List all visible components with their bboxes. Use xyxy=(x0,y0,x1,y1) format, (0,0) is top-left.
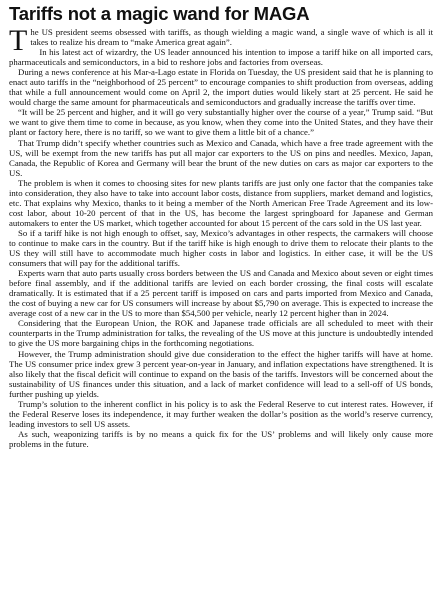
paragraph-5: That Trump didn’t specify whether countries such as Mexico and Canada, which have a free trade agreement with the US, will be exempt from the new tariffs has put all major car exporters to the US on pins and needles. Mexico, Japan, Canada, the Republic of Korea and Germany will bear the brunt of the new duties on cars as major car exporters to the US. xyxy=(9,137,433,178)
paragraph-1-text: he US president seems obsessed with tariffs, as though wielding a magic wand, a single wave of which is all it takes to realize his dream to “make America great again”. xyxy=(30,27,433,48)
headline: Tariffs not a magic wand for MAGA xyxy=(9,3,310,24)
paragraph-4: “It will be 25 percent and higher, and it will go very substantially higher over the course of a year,” Trump said. “But we want to give them time to come in because, as you know, when they come into the United States, and they have their plant or factory here, there is no tariff, so we want to give them a little bit of a chance.” xyxy=(9,107,433,138)
paragraph-12: As such, weaponizing tariffs is by no means a quick fix for the US’ problems and will likely only cause more problems in the future. xyxy=(9,428,433,449)
paragraph-3: During a news conference at his Mar-a-Lago estate in Florida on Tuesday, the US president said that he is planning to enact auto tariffs in the “neighborhood of 25 percent” to encourage companies to shift production from overseas, adding that while a full announcement would come on April 2, the import duties would likely start at 25 percent. He said he would charge the same amount for pharmaceuticals and semiconductors and gradually increase the tariffs over time. xyxy=(9,67,433,108)
article-body xyxy=(9,24,433,449)
paragraph-1 xyxy=(9,24,433,57)
paragraph-6: The problem is when it comes to choosing sites for new plants tariffs are just only one factor that the companies take into consideration, they also have to take into account labor costs, distance from suppliers, market demand and logistics, etc. That explains why Mexico, thanks to it being a member of the North American Free Trade Agreement and its low-cost labor, about 10-20 percent of that in the US, has become the largest springboard for Japanese and German automakers to enter the US market, which together accounted for about 15 percent of the cars sold in the US last year. xyxy=(9,177,433,228)
paragraph-2: In his latest act of wizardry, the US leader announced his intention to impose a tariff hike on all imported cars, pharmaceuticals and semiconductors, in a bid to reshore jobs and factories from overseas. xyxy=(9,47,433,68)
paragraph-10: However, the Trump administration should give due consideration to the effect the higher tariffs will have at home. The US consumer price index grew 3 percent year-on-year in January, and inflation expectations have strengthened. It is also likely that the fiscal deficit will continue to expand on the basis of the tariffs. Investors will be concerned about the sustainability of US finances under this situation, and a lack of market confidence will lead to a sell-off of US bonds, further pushing up yields. xyxy=(9,348,433,399)
drop-cap: T xyxy=(9,24,28,57)
paragraph-7: So if a tariff hike is not high enough to offset, say, Mexico’s advantages in other respects, the carmakers will choose to continue to make cars in the country. But if the tariff hike is high enough to drive them to relocate their plants to the US they will still have to accommodate much higher costs in labor and logistics. In either case, it will be the US consumers that will pay for the additional tariffs. xyxy=(9,227,433,269)
paragraph-11: Trump’s solution to the inherent conflict in his policy is to ask the Federal Reserve to cut interest rates. However, if the Federal Reserve loses its independence, it may further weaken the dollar’s position as the world’s reserve currency, leading investors to sell US assets. xyxy=(9,398,433,429)
paragraph-9: Considering that the European Union, the ROK and Japanese trade officials are all scheduled to meet with their counterparts in the Trump administration for talks, the revealing of the US move at this juncture is undoubtedly intended to give the US more bargaining chips in the forthcoming negotiations. xyxy=(9,318,433,349)
paragraph-8: Experts warn that auto parts usually cross borders between the US and Canada and Mexico about seven or eight times before final assembly, and if the additional tariffs are levied on each border crossing, the final costs will escalate dramatically. It is estimated that if a 25 percent tariff is imposed on cars and parts imported from Mexico and Canada, the cost of buying a new car for US consumers will increase by about $5,790 on average. This is expected to increase the average cost of a new car in the US to more than $54,500 per vehicle, nearly 12 percent higher than in 2024. xyxy=(9,268,433,319)
